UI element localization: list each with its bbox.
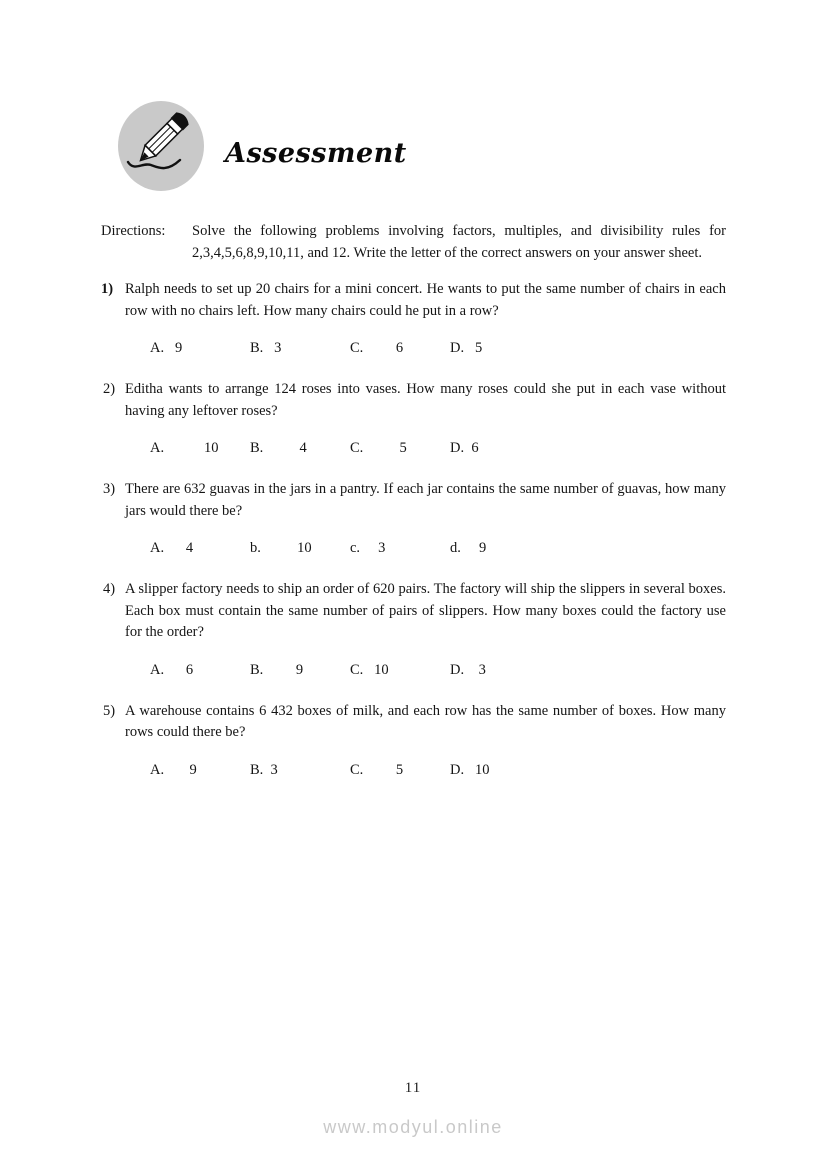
question-number: 2) [103, 381, 116, 397]
questions-list [101, 279, 726, 782]
options-row [150, 660, 726, 682]
assessment-header [117, 0, 726, 192]
option-b: B. 3 [250, 761, 278, 778]
options-row [150, 760, 726, 782]
option-d: D. 10 [450, 761, 490, 778]
option-b: b. 10 [250, 540, 312, 556]
question-text: A warehouse contains 6 432 boxes of milk, and each row has the same number of boxes. How many rows could there be? [125, 702, 726, 740]
directions-text: Solve the following problems involving factors, multiples, and divisibility rules for 2,3,4,5,6,8,9,10,11, and 12. Write the letter of the correct answers on your answer sheet. [192, 223, 726, 261]
option-a: A. 4 [150, 540, 194, 556]
watermark: www.modyul.online [323, 1117, 503, 1137]
question-5 [101, 701, 726, 782]
option-b: B. 9 [250, 661, 304, 678]
option-b: B. 4 [250, 440, 307, 456]
option-c: C. 5 [350, 761, 404, 778]
option-c: C. 5 [350, 440, 407, 456]
question-2 [101, 379, 726, 460]
options-row [150, 438, 726, 460]
directions-label: Directions: [101, 223, 166, 239]
pencil-icon [117, 100, 205, 192]
directions-block [101, 221, 726, 264]
question-1 [101, 279, 726, 360]
question-number: 4) [103, 581, 116, 597]
question-text: Ralph needs to set up 20 chairs for a mini concert. He wants to put the same number of chairs in each row with no chairs left. How many chairs could he put in a row? [125, 281, 726, 319]
option-d: D. 3 [450, 661, 486, 678]
option-a: A. 10 [150, 440, 219, 456]
page-title: Assessment [225, 137, 407, 169]
option-b: B. 3 [250, 340, 282, 356]
question-text: Editha wants to arrange 124 roses into vases. How many roses could she put in each vase without having any leftover roses? [125, 381, 726, 419]
question-text: A slipper factory needs to ship an order of 620 pairs. The factory will ship the slippers in several boxes. Each box must contain the same number of pairs of slippers. How many boxes could the factory use for the order? [125, 581, 726, 640]
option-d: d. 9 [450, 540, 487, 556]
option-d: D. 6 [450, 440, 479, 456]
question-3 [101, 479, 726, 560]
options-row [150, 538, 726, 560]
question-4 [101, 579, 726, 682]
question-number: 3) [103, 481, 116, 497]
options-row [150, 338, 726, 360]
option-a: A. 6 [150, 661, 194, 678]
option-c: C. 6 [350, 340, 404, 356]
option-c: C. 10 [350, 661, 389, 678]
question-number: 5) [103, 702, 116, 719]
option-d: D. 5 [450, 340, 483, 356]
question-number: 1) [101, 281, 114, 297]
option-a: A. 9 [150, 761, 197, 778]
option-a: A. 9 [150, 340, 183, 356]
page-number: 11 [404, 1080, 422, 1096]
question-text: There are 632 guavas in the jars in a pantry. If each jar contains the same number of guavas, how many jars would there be? [125, 481, 726, 519]
option-c: c. 3 [350, 540, 386, 556]
